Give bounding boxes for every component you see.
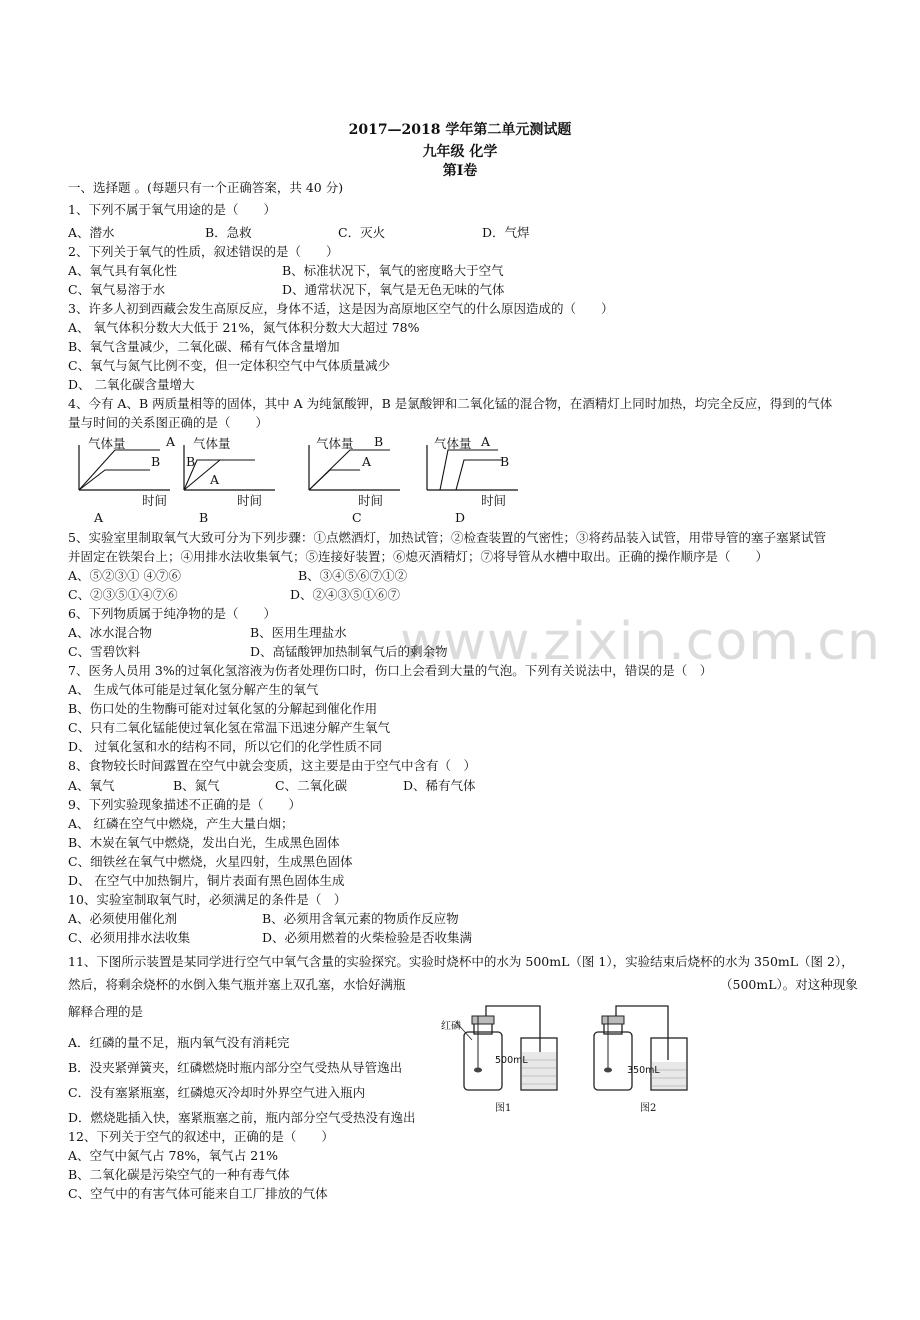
- q11-option-c: C．没有塞紧瓶塞，红磷熄灭冷却时外界空气进入瓶内: [68, 1085, 366, 1100]
- q2-option-a: A、氧气具有氧化性: [68, 263, 178, 278]
- graph-a-xlabel: 时间: [142, 493, 168, 508]
- q10-stem: 10、实验室制取氧气时，必须满足的条件是（ ）: [68, 892, 347, 907]
- figure-2-caption: 图2: [640, 1103, 657, 1114]
- q1-option-d: D．气焊: [482, 225, 530, 240]
- q11-option-d: D．燃烧匙插入快，塞紧瓶塞之前，瓶内部分空气受热没有逸出: [68, 1110, 416, 1125]
- q11-option-a: A．红磷的量不足，瓶内氧气没有消耗完: [68, 1035, 290, 1050]
- q7-option-c: C、只有二氧化锰能使过氧化氢在常温下迅速分解产生氧气: [68, 720, 391, 735]
- graph-b: [175, 440, 285, 500]
- q7-option-d: D、 过氧化氢和水的结构不同，所以它们的化学性质不同: [68, 739, 382, 754]
- graph-b-series-b: B: [186, 454, 196, 469]
- q12-option-b: B、二氧化碳是污染空气的一种有毒气体: [68, 1167, 290, 1182]
- q10-option-b: B、必须用含氧元素的物质作反应物: [262, 911, 459, 926]
- graph-b-xlabel: 时间: [237, 493, 263, 508]
- graph-b-ylabel: 气体量: [193, 436, 231, 451]
- q10-option-c: C、必须用排水法收集: [68, 930, 191, 945]
- q9-option-d: D、 在空气中加热铜片，铜片表面有黑色固体生成: [68, 873, 345, 888]
- q3-option-a: A、 氧气体积分数大大低于 21%，氮气体积分数大大超过 78%: [68, 320, 420, 335]
- q6-option-a: A、冰水混合物: [68, 625, 153, 640]
- graph-c-series-a: A: [362, 454, 372, 469]
- q6-option-d: D、高锰酸钾加热制氧气后的剩余物: [250, 644, 448, 659]
- q5-option-b: B、③④⑤⑥⑦①②: [298, 568, 408, 583]
- q9-option-a: A、 红磷在空气中燃烧，产生大量白烟；: [68, 816, 294, 831]
- graph-b-series-a: A: [210, 472, 220, 487]
- q11-option-b: B．没夹紧弹簧夹，红磷燃烧时瓶内部分空气受热从导管逸出: [68, 1060, 403, 1075]
- q9-stem: 9、下列实验现象描述不正确的是（ ）: [68, 797, 301, 812]
- q11-stem-line3: 解释合理的是: [68, 1004, 144, 1019]
- q2-stem: 2、下列关于氧气的性质，叙述错误的是（ ）: [68, 244, 339, 259]
- q10-option-d: D、必须用燃着的火柴检验是否收集满: [262, 930, 473, 945]
- q5-option-a: A、⑤②③① ④⑦⑥: [68, 568, 182, 583]
- q1-option-c: C．灭火: [338, 225, 386, 240]
- q3-option-c: C、氧气与氮气比例不变，但一定体积空气中气体质量减少: [68, 358, 391, 373]
- apparatus-figure: [436, 1000, 696, 1118]
- exam-volume: 第Ⅰ卷: [442, 163, 478, 179]
- graph-a-series-a: A: [166, 434, 176, 449]
- graph-c-ylabel: 气体量: [316, 436, 354, 451]
- figure-phosphorus-label: 红磷: [441, 1021, 461, 1032]
- q4-stem-line1: 4、今有 A、B 两质量相等的固体，其中 A 为纯氯酸钾，B 是氯酸钾和二氧化锰的混合物，在酒精灯上同时加热，均完全反应，得到的气体: [68, 396, 833, 411]
- q12-stem: 12、下列关于空气的叙述中，正确的是（ ）: [68, 1129, 334, 1144]
- q10-option-a: A、必须使用催化剂: [68, 911, 178, 926]
- q11-stem-line1: 11、下图所示装置是某同学进行空气中氧气含量的实验探究。实验时烧杯中的水为 500mL（图 1），实验结束后烧杯的水为 350mL（图 2），: [68, 954, 854, 969]
- q5-stem-line1: 5、实验室里制取氧气大致可分为下列步骤：①点燃酒灯，加热试管；②检查装置的气密性；③将药品装入试管，用带导管的塞子塞紧试管: [68, 530, 826, 545]
- graph-c: [300, 440, 410, 500]
- q2-option-c: C、氧气易溶于水: [68, 282, 166, 297]
- graph-d-series-b: B: [500, 454, 510, 469]
- figure-1-caption: 图1: [495, 1103, 512, 1114]
- q5-option-c: C、②③⑤①④⑦⑥: [68, 587, 178, 602]
- graph-c-series-b: B: [374, 434, 384, 449]
- q9-option-b: B、木炭在氧气中燃烧，发出白光，生成黑色固体: [68, 835, 340, 850]
- q3-option-b: B、氧气含量减少，二氧化碳、稀有气体含量增加: [68, 339, 340, 354]
- graph-a-option: A: [94, 510, 104, 525]
- watermark: www.zixin.com.cn: [400, 612, 881, 672]
- q6-option-c: C、雪碧饮料: [68, 644, 141, 659]
- figure-1-apparatus: [456, 1006, 557, 1090]
- q5-stem-line2: 并固定在铁架台上；④用排水法收集氧气；⑤连接好装置；⑥熄灭酒精灯；⑦将导管从水槽中取出。正确的操作顺序是（ ）: [68, 549, 769, 564]
- q11-stem-line2b: （500mL）。对这种现象: [720, 977, 858, 992]
- section-heading: 一、选择题 。(每题只有一个正确答案，共 40 分): [68, 180, 344, 195]
- q11-stem-line2a: 然后，将剩余烧杯的水倒入集气瓶并塞上双孔塞，水恰好满瓶: [68, 977, 406, 992]
- graph-c-option: C: [352, 510, 362, 525]
- q9-option-c: C、细铁丝在氧气中燃烧，火星四射，生成黑色固体: [68, 854, 353, 869]
- q8-option-c: C、二氧化碳: [275, 778, 348, 793]
- graph-a: [70, 440, 180, 500]
- graph-b-option: B: [199, 510, 209, 525]
- graph-d: [418, 440, 528, 500]
- q1-option-a: A、潜水: [68, 225, 115, 240]
- q5-option-d: D、②④③⑤①⑥⑦: [290, 587, 401, 602]
- graph-d-ylabel: 气体量: [434, 436, 472, 451]
- graph-d-series-a: A: [481, 434, 491, 449]
- q12-option-a: A、空气中氮气占 78%，氧气占 21%: [68, 1148, 279, 1163]
- figure-1-volume-label: 500mL: [495, 1055, 528, 1066]
- q8-stem: 8、食物较长时间露置在空气中就会变质，这主要是由于空气中含有（ ）: [68, 758, 476, 773]
- q2-option-b: B、标准状况下，氧气的密度略大于空气: [282, 263, 504, 278]
- figure-2-volume-label: 350mL: [627, 1065, 660, 1076]
- q6-stem: 6、下列物质属于纯净物的是（ ）: [68, 606, 276, 621]
- exam-subtitle: 九年级 化学: [422, 144, 498, 160]
- q3-option-d: D、 二氧化碳含量增大: [68, 377, 195, 392]
- q8-option-d: D、稀有气体: [403, 778, 476, 793]
- q4-stem-line2: 量与时间的关系图正确的是（ ）: [68, 415, 269, 430]
- q3-stem: 3、许多人初到西藏会发生高原反应，身体不适，这是因为高原地区空气的什么原因造成的（ ）: [68, 301, 614, 316]
- q7-option-a: A、 生成气体可能是过氧化氢分解产生的氧气: [68, 682, 319, 697]
- q6-option-b: B、医用生理盐水: [250, 625, 347, 640]
- exam-title: 2017—2018 学年第二单元测试题: [348, 122, 572, 138]
- graph-a-ylabel: 气体量: [88, 436, 126, 451]
- q8-option-b: B、氮气: [173, 778, 220, 793]
- q8-option-a: A、氧气: [68, 778, 115, 793]
- graph-d-xlabel: 时间: [481, 493, 507, 508]
- q7-stem: 7、医务人员用 3%的过氧化氢溶液为伤者处理伤口时，伤口上会看到大量的气泡。下列有关说法中，错误的是（ ）: [68, 663, 713, 678]
- q1-stem: 1、下列不属于氧气用途的是（ ）: [68, 202, 276, 217]
- q12-option-c: C、空气中的有害气体可能来自工厂排放的气体: [68, 1186, 328, 1201]
- q7-option-b: B、伤口处的生物酶可能对过氧化氢的分解起到催化作用: [68, 701, 378, 716]
- q2-option-d: D、通常状况下，氧气是无色无味的气体: [282, 282, 505, 297]
- graph-c-xlabel: 时间: [358, 493, 384, 508]
- q1-option-b: B．急救: [205, 225, 252, 240]
- graph-d-option: D: [455, 510, 466, 525]
- graph-a-series-b: B: [151, 454, 161, 469]
